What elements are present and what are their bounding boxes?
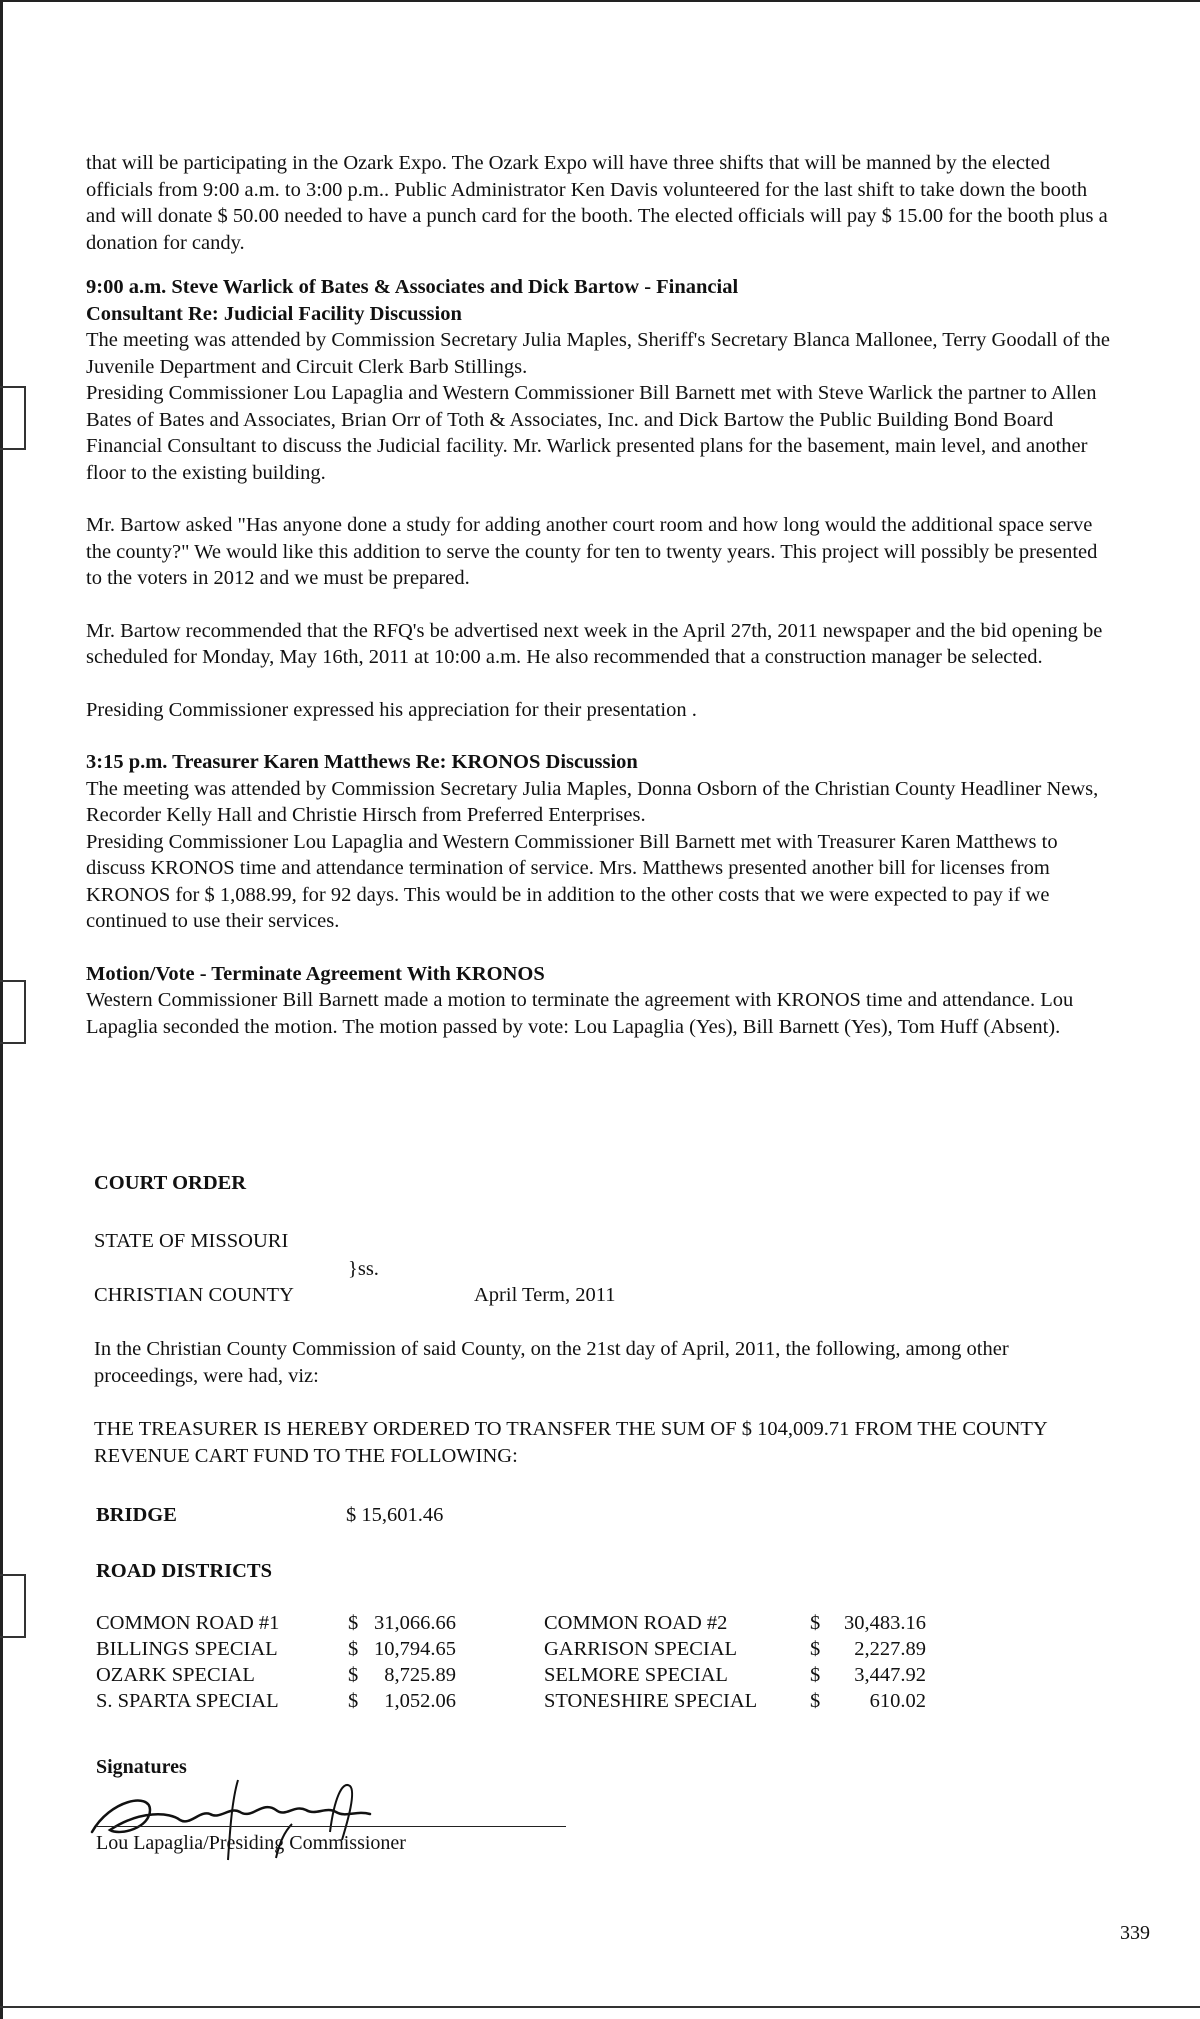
section2-attendees: The meeting was attended by Commission Secretary Julia Maples, Donna Osborn of the Christian County Headliner News, Recorder Kelly Hall and Christie Hirsch from Preferred Enterprises. (86, 777, 1099, 826)
currency-symbol: $ (810, 1638, 821, 1660)
currency-symbol: $ (348, 1638, 359, 1660)
currency-symbol: $ (348, 1612, 359, 1634)
page-number: 339 (1120, 1922, 1150, 1944)
county-label: CHRISTIAN COUNTY (94, 1284, 294, 1306)
state-label: STATE OF MISSOURI (94, 1230, 289, 1252)
road-amount: 31,066.66 (374, 1612, 456, 1634)
proceedings-paragraph: In the Christian County Commission of said County, on the 21st day of April, 2011, the following, among other proceedings, were had, viz: (94, 1338, 1009, 1387)
road-name: S. SPARTA SPECIAL (96, 1690, 279, 1712)
bridge-amount: $ 15,601.46 (346, 1504, 444, 1526)
road-amount: 1,052.06 (384, 1690, 456, 1712)
road-name: BILLINGS SPECIAL (96, 1638, 278, 1660)
section1-heading-line1: 9:00 a.m. Steve Warlick of Bates & Associates and Dick Bartow - Financial (86, 276, 739, 298)
section1-para4: Presiding Commissioner expressed his appreciation for their presentation . (86, 698, 697, 721)
punch-hole-mark (0, 980, 26, 1044)
road-name: SELMORE SPECIAL (544, 1664, 728, 1686)
page-edge-bottom (0, 2006, 1200, 2008)
road-amount: 610.02 (869, 1690, 926, 1712)
road-name: GARRISON SPECIAL (544, 1638, 738, 1660)
section1-attendees: The meeting was attended by Commission Secretary Julia Maples, Sheriff's Secretary Blanca Mallonee, Terry Goodall of the Juvenile Department and Circuit Clerk Barb Stillings. (86, 329, 1110, 378)
term-label: April Term, 2011 (474, 1284, 616, 1306)
section2-heading: 3:15 p.m. Treasurer Karen Matthews Re: KRONOS Discussion (86, 751, 638, 773)
road-name: STONESHIRE SPECIAL (544, 1690, 758, 1712)
table-row (96, 1688, 1096, 1714)
road-name: OZARK SPECIAL (96, 1664, 255, 1686)
road-districts-table (96, 1610, 1096, 1714)
minutes-body (86, 150, 1116, 1040)
page-edge-top (0, 0, 1200, 8)
section1-para2: Mr. Bartow asked "Has anyone done a study for adding another court room and how long would the additional space serve the county?" We would like this addition to serve the county for ten to twenty years. This project will possibly be presented to the voters in 2012 and we must be prepared. (86, 514, 1098, 589)
intro-paragraph: that will be participating in the Ozark Expo. The Ozark Expo will have three shifts that will be manned by the elected officials from 9:00 a.m. to 3:00 p.m.. Public Administrator Ken Davis volunteered for the last shift to take down the booth and will donate $ 50.00 needed to have a punch card for the booth. The elected officials will pay $ 15.00 for the booth plus a donation for candy. (86, 152, 1108, 254)
road-amount: 2,227.89 (854, 1638, 926, 1660)
currency-symbol: $ (810, 1612, 821, 1634)
punch-hole-mark (0, 386, 26, 450)
road-amount: 8,725.89 (384, 1664, 456, 1686)
motion-body: Western Commissioner Bill Barnett made a motion to terminate the agreement with KRONOS time and attendance. Lou Lapaglia seconded the motion. The motion passed by vote: Lou Lapaglia (Yes), Bill Barnett (Yes), Tom Huff (Absent). (86, 989, 1074, 1038)
section2-body: Presiding Commissioner Lou Lapaglia and Western Commissioner Bill Barnett met with Treasurer Karen Matthews to discuss KRONOS time and attendance termination of service. Mrs. Matthews presented another bill for licenses from KRONOS for $ 1,088.99, for 92 days. This would be in addition to the other costs that we were expected to pay if we continued to use their services. (86, 830, 1058, 932)
road-name: COMMON ROAD #2 (544, 1612, 728, 1634)
transfer-order: THE TREASURER IS HEREBY ORDERED TO TRANSFER THE SUM OF $ 104,009.71 FROM THE COUNTY REVENUE CART FUND TO THE FOLLOWING: (94, 1418, 1047, 1467)
court-order-title: COURT ORDER (94, 1172, 247, 1194)
currency-symbol: $ (810, 1690, 821, 1712)
motion-heading: Motion/Vote - Terminate Agreement With KRONOS (86, 962, 545, 985)
currency-symbol: $ (348, 1690, 359, 1712)
signatures-label: Signatures (96, 1756, 187, 1778)
road-amount: 3,447.92 (854, 1664, 926, 1686)
table-row (96, 1610, 1096, 1636)
signature-line (96, 1826, 566, 1827)
table-row (96, 1636, 1096, 1662)
road-name: COMMON ROAD #1 (96, 1612, 280, 1634)
road-amount: 30,483.16 (844, 1612, 926, 1634)
road-districts-title: ROAD DISTRICTS (96, 1560, 273, 1582)
section1-heading-line2: Consultant Re: Judicial Facility Discussion (86, 302, 462, 325)
currency-symbol: $ (810, 1664, 821, 1686)
punch-hole-mark (0, 1574, 26, 1638)
bridge-label: BRIDGE (96, 1504, 177, 1526)
table-row (96, 1662, 1096, 1688)
road-amount: 10,794.65 (374, 1638, 456, 1660)
signatory-name: Lou Lapaglia/Presiding Commissioner (96, 1832, 406, 1854)
currency-symbol: $ (348, 1664, 359, 1686)
ss-bracket: }ss. (348, 1258, 379, 1280)
section1-body: Presiding Commissioner Lou Lapaglia and Western Commissioner Bill Barnett met with Steve Warlick the partner to Allen Bates of Bates and Associates, Brian Orr of Toth & Associates, Inc. and Dick Bartow the Public Building Bond Board Financial Consultant to discuss the Judicial facility. Mr. Warlick presented plans for the basement, main level, and another floor to the existing building. (86, 382, 1097, 484)
section1-para3: Mr. Bartow recommended that the RFQ's be advertised next week in the April 27th, 2011 newspaper and the bid opening be scheduled for Monday, May 16th, 2011 at 10:00 a.m. He also recommended that a construction manager be selected. (86, 619, 1103, 668)
